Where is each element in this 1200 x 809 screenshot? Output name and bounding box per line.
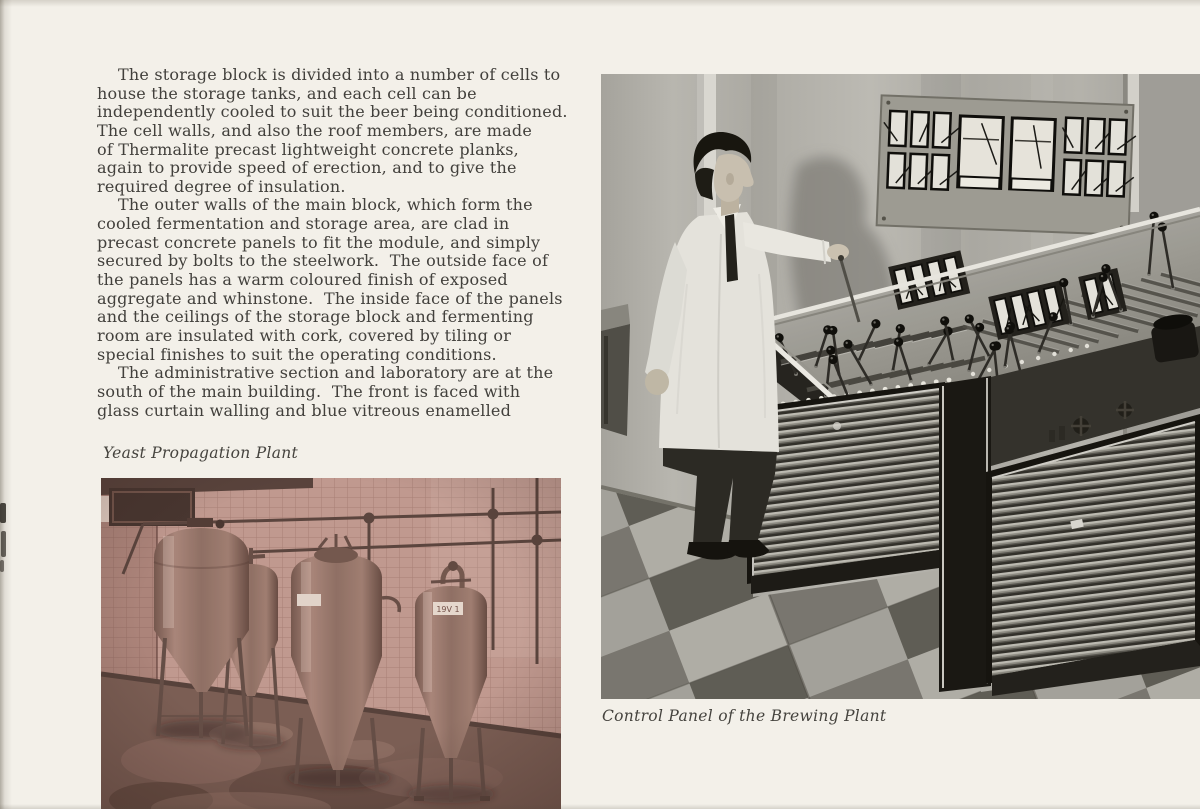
text-line: again to provide speed of erection, and to give the (97, 158, 517, 178)
text-line: aggregate and whinstone. The inside face of the panels (97, 288, 563, 308)
scan-edge-left (0, 0, 12, 809)
text-line: independently cooled to suit the beer being conditioned. (97, 102, 568, 122)
text-line: required degree of insulation. (97, 176, 346, 196)
text-line: glass curtain walling and blue vitreous enamelled (97, 400, 512, 420)
left-photo-caption: Yeast Propagation Plant (103, 444, 299, 462)
text-line: of Thermalite precast lightweight concrete planks, (97, 139, 519, 159)
text-line: house the storage tanks, and each cell can be (97, 83, 477, 103)
scan-edge-top (0, 0, 1200, 7)
text-line: and the ceilings of the storage block and fermenting (97, 307, 534, 327)
text-line: south of the main building. The front is faced with (97, 381, 521, 401)
control-panel-photo (601, 74, 1200, 699)
text-line: the panels has a warm coloured finish of exposed (97, 270, 508, 290)
scan-fleck (0, 503, 6, 523)
text-line: special finishes to suit the operating conditions. (97, 344, 497, 364)
text-line: The outer walls of the main block, which form the (118, 195, 533, 215)
text-line: The storage block is divided into a number of cells to (118, 65, 561, 84)
text-line: room are insulated with cork, covered by tiling or (97, 325, 512, 345)
body-text (97, 66, 589, 420)
text-line: The cell walls, and also the roof members, are made (97, 120, 533, 140)
right-photo-caption: Control Panel of the Brewing Plant (602, 707, 887, 725)
text-line: cooled fermentation and storage area, are clad in (97, 214, 510, 234)
yeast-plant-photo (101, 478, 561, 809)
text-line: The administrative section and laboratory are at the (118, 363, 554, 383)
scan-fleck (0, 560, 4, 572)
scan-edge-bottom (0, 804, 1200, 809)
scan-fleck (1, 531, 6, 557)
text-line: secured by bolts to the steelwork. The outside face of (97, 251, 549, 271)
text-line: precast concrete panels to fit the module, and simply (97, 232, 541, 252)
